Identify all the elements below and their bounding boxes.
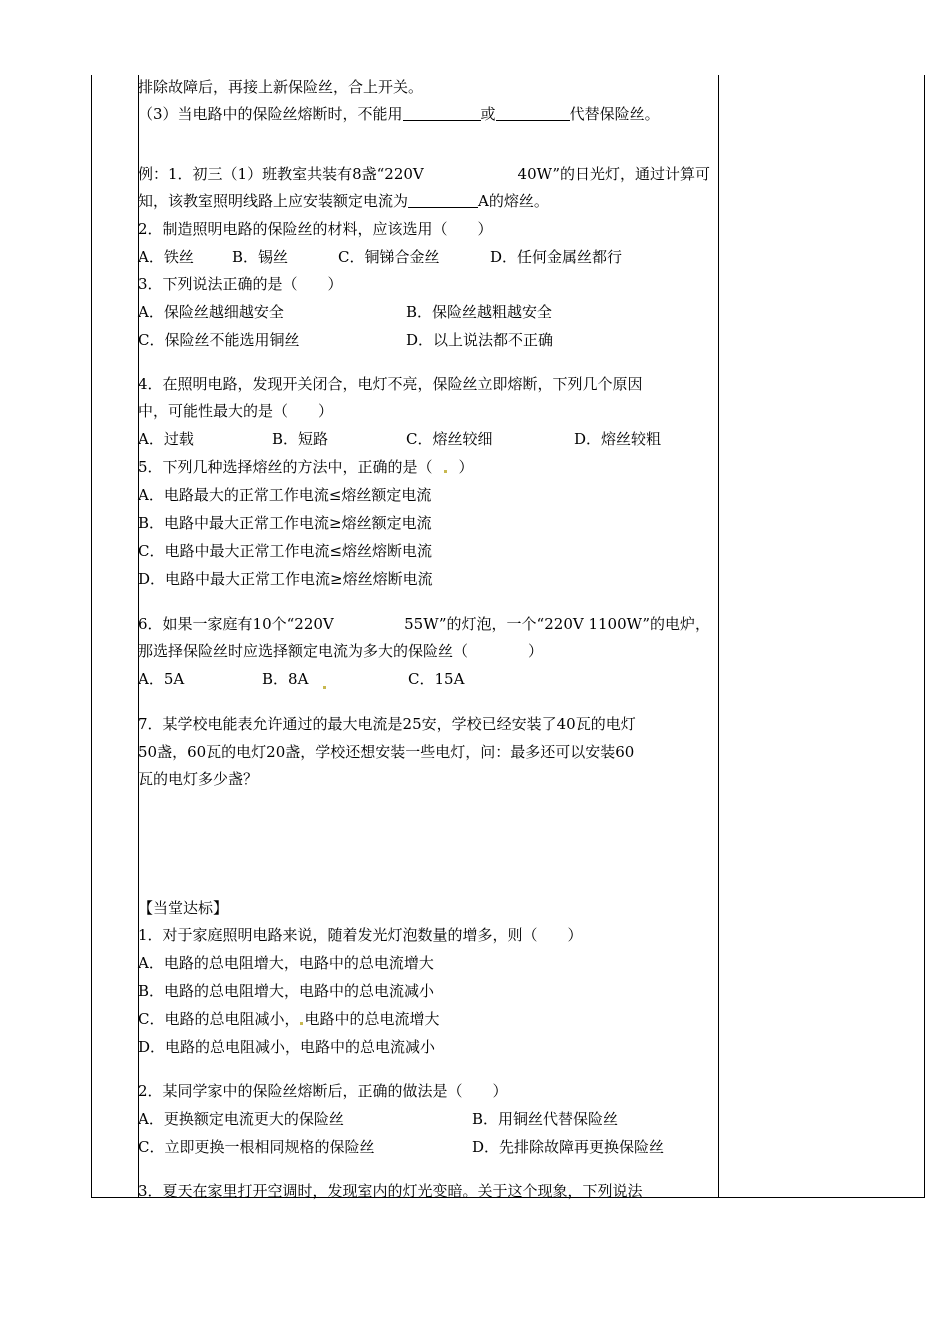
- worksheet-table: [91, 75, 925, 1198]
- option-c: C．熔丝较细: [406, 430, 493, 448]
- example-q5-option-a: A．电路最大的正常工作电流≤熔丝额定电流: [138, 486, 432, 504]
- option-d: D．任何金属丝都行: [490, 248, 623, 266]
- classwork-q2: 2．某同学家中的保险丝熔断后，正确的做法是（ ）: [138, 1082, 508, 1100]
- option-d: D．先排除故障再更换保险丝: [472, 1138, 665, 1156]
- fill-blank[interactable]: [403, 105, 481, 121]
- fill-blank[interactable]: [496, 105, 570, 121]
- option-c: C．铜锑合金丝: [338, 248, 440, 266]
- option-a: A．5A: [138, 670, 185, 688]
- example-q3: 3．下列说法正确的是（ ）: [138, 275, 343, 293]
- section-heading: 【当堂达标】: [138, 899, 229, 917]
- table-column-divider-right: [718, 75, 719, 1197]
- option-c: C．保险丝不能选用铜丝: [138, 331, 300, 349]
- example-q4-line2: 中，可能性最大的是（ ）: [138, 402, 334, 420]
- example-q5-option-d: D．电路中最大正常工作电流≥熔丝熔断电流: [138, 570, 433, 588]
- fill-blank[interactable]: [408, 192, 478, 208]
- intro-item-3: （3）当电路中的保险丝熔断时，不能用 或 代替保险丝。: [138, 105, 660, 123]
- option-b: B．保险丝越粗越安全: [406, 303, 553, 321]
- option-d: D．熔丝较粗: [574, 430, 662, 448]
- option-b: B．短路: [272, 430, 329, 448]
- classwork-q1-option-c: C．电路的总电阻减小， 电路中的总电流增大: [138, 1010, 440, 1028]
- option-a: A．铁丝: [138, 248, 194, 266]
- option-a: A．过载: [138, 430, 194, 448]
- example-q7-line1: 7．某学校电能表允许通过的最大电流是25安，学校已经安装了40瓦的电灯: [138, 715, 636, 733]
- option-b: B．8A: [262, 670, 309, 688]
- speck-mark: [323, 686, 326, 689]
- classwork-q1: 1．对于家庭照明电路来说，随着发光灯泡数量的增多，则（ ）: [138, 926, 583, 944]
- example-q1-line2: 知，该教室照明线路上应安装额定电流为 A的熔丝。: [138, 192, 549, 210]
- example-q1-line1: 例：1．初三（1）班教室共装有8盏“220V 40W”的日光灯，通过计算可: [138, 165, 710, 183]
- example-q7-line2: 50盏，60瓦的电灯20盏，学校还想安装一些电灯，问：最多还可以安装60: [138, 743, 635, 761]
- option-b: B．用铜丝代替保险丝: [472, 1110, 619, 1128]
- example-q7-line3: 瓦的电灯多少盏？: [138, 770, 259, 788]
- example-q6-line2: 那选择保险丝时应选择额定电流为多大的保险丝（ ）: [138, 642, 544, 660]
- option-c: C．立即更换一根相同规格的保险丝: [138, 1138, 375, 1156]
- classwork-q1-option-b: B．电路的总电阻增大，电路中的总电流减小: [138, 982, 435, 1000]
- option-a: A．保险丝越细越安全: [138, 303, 284, 321]
- example-q5: 5．下列几种选择熔丝的方法中，正确的是（ ）: [138, 458, 474, 476]
- speck-mark: [444, 470, 447, 473]
- classwork-q3-line1: 3．夏天在家里打开空调时，发现室内的灯光变暗。关于这个现象，下列说法: [138, 1182, 643, 1200]
- example-q6-line1: 6．如果一家庭有10个“220V 55W”的灯泡，一个“220V 1100W”的电炉，: [138, 615, 710, 633]
- classwork-q1-option-a: A．电路的总电阻增大，电路中的总电流增大: [138, 954, 434, 972]
- option-b: B．锡丝: [232, 248, 289, 266]
- option-a: A．更换额定电流更大的保险丝: [138, 1110, 344, 1128]
- example-q5-option-b: B．电路中最大正常工作电流≥熔丝额定电流: [138, 514, 432, 532]
- classwork-q1-option-d: D．电路的总电阻减小，电路中的总电流减小: [138, 1038, 436, 1056]
- example-q2: 2．制造照明电路的保险丝的材料，应该选用（ ）: [138, 220, 493, 238]
- example-q4-line1: 4．在照明电路，发现开关闭合，电灯不亮，保险丝立即熔断，下列几个原因: [138, 375, 643, 393]
- example-q5-option-c: C．电路中最大正常工作电流≤熔丝熔断电流: [138, 542, 433, 560]
- intro-line: 排除故障后，再接上新保险丝，合上开关。: [138, 78, 424, 96]
- option-c: C．15A: [408, 670, 465, 688]
- option-d: D．以上说法都不正确: [406, 331, 554, 349]
